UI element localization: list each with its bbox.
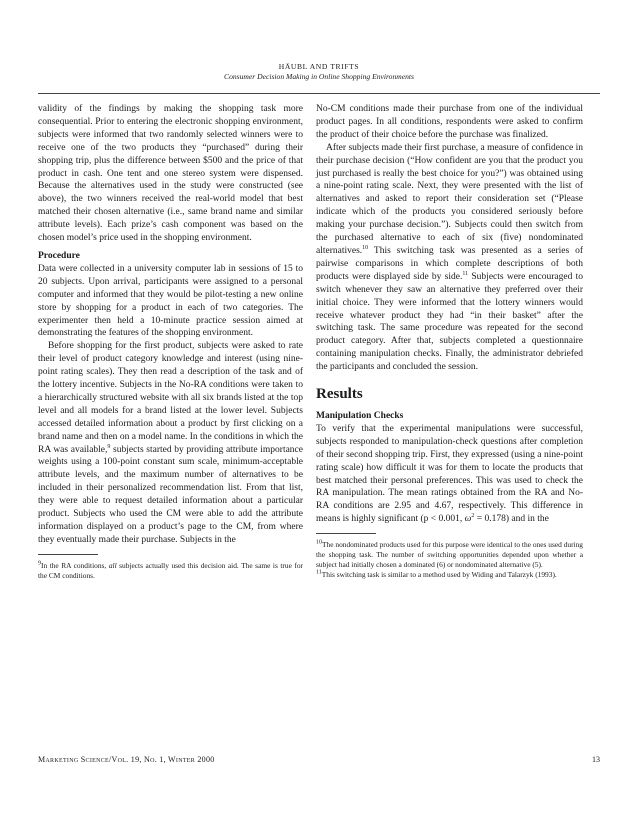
footnote-rule-left bbox=[38, 554, 98, 555]
left-paragraph-1: validity of the findings by making the shopping task more consequential. Prior to entering the electronic shopping environment, subjects were informed that two randomly selected winners were to receive one of the two products they “purchased” during their shopping trip, plus the difference between $500 and the price of that product in cash. One tent and one stereo system were dispensed. Because the alternatives used in the study were constructed (see above), the two winners received the real-world model that best matched their chosen alternative (i.e., same brand name and similar attribute levels). Each prize’s cash component was based on the chosen model’s price used in the shopping environment. bbox=[38, 104, 303, 244]
left-p3-text-a: Before shopping for the first product, subjects were asked to rate their level of product category knowledge and interest (using nine-point rating scales). They then read a description of the task and of the lottery incentive. Subjects in the No-RA conditions were taken to a hierarchically structured website with all six brands listed at the top level and all models for a brand listed at the lower level. Subjects accessed detailed information about a product by first clicking on a brand name and then on a model name. In the conditions in which the RA was available, bbox=[38, 341, 303, 455]
footnote-ref-10: 10 bbox=[362, 244, 369, 251]
procedure-heading: Procedure bbox=[38, 250, 80, 261]
footnote-11 bbox=[316, 570, 583, 580]
right-p3-text-a: To verify that the experimental manipulations were successful, subjects responded to manipulation-check questions after completion of their second shopping trip. First, they expressed (using a nine-point rating scale) how difficult it was for them to locate the products that best matched their personal preferences. This was used to check the RA manipulation. The mean ratings obtained from the RA and No-RA conditions are 2.95 and 4.67, respectively. This difference in means is highly significant (p < 0.001, bbox=[316, 423, 583, 525]
right-p3-text-b: = 0.178) and in the bbox=[474, 514, 549, 525]
right-p2-text-a: After subjects made their first purchase, a measure of confidence in their purchase decision (“How confident are you that the product you just purchased is really the best choice for you?”) was obtained using a nine-point rating scale. Next, they were presented with the list of alternatives and asked to report their consideration set (“Please indicate which of the products you considered seriously before making your purchase decision.”). Subjects could then switch from the purchased alternative to each of six (five) nondominated alternatives. bbox=[316, 142, 583, 256]
right-p2-text-c: Subjects were encouraged to switch whenever they saw an alternative they preferred over their initial choice. They were informed that the lottery winners would receive whatever product they had “in their basket” after the switching task. The same procedure was repeated for the second product category. After that, subjects completed a questionnaire containing manipulation checks. Finally, the administrator debriefed the participants and concluded the session. bbox=[316, 271, 583, 373]
left-column bbox=[38, 103, 303, 581]
footnote-11-text: This switching task is similar to a method used by Widing and Talarzyk (1993). bbox=[321, 570, 557, 580]
footnote-9-text-a: In the RA conditions, bbox=[41, 560, 109, 570]
omega-squared: 2 bbox=[471, 513, 475, 520]
right-column bbox=[316, 103, 583, 580]
footnote-10-number: 10 bbox=[316, 539, 322, 546]
footnote-10-text: The nondominated products used for this purpose were identical to the ones used during the shopping task. The number of switching opportunities depended upon whether a subject had initially chosen a dominated (6) or nondominated alternative (5). bbox=[316, 540, 583, 570]
footnote-ref-9: 9 bbox=[107, 443, 111, 450]
footnote-rule-right bbox=[316, 533, 376, 534]
omega-symbol: ω bbox=[464, 514, 472, 525]
header-running-title: Consumer Decision Making in Online Shopping Environments bbox=[224, 72, 414, 81]
left-p3-text-b: subjects started by providing attribute importance weights using a 100-point constant sum scale, minimum-acceptable attribute levels, and the maximum number of alternatives to be included in their personalized recommendation list. From that list, they were able to request detailed information about a particular product. Subjects who used the CM were able to add the attribute information displayed on a product’s page to the CM, from where they eventually made their purchase. Subjects in the bbox=[38, 444, 303, 545]
right-paragraph-1: No-CM conditions made their purchase from one of the individual product pages. In all conditions, respondents were asked to confirm the product of their choice before the purchase was finalized. bbox=[316, 104, 583, 140]
right-p2-text-b: This switching task was presented as a series of pairwise comparisons in which complete descriptions of both products were displayed side by side. bbox=[316, 245, 583, 282]
footnote-11-number: 11 bbox=[316, 569, 322, 576]
footnote-9-emphasis: all bbox=[108, 560, 117, 570]
left-paragraph-2: Data were collected in a university computer lab in sessions of 15 to 20 subjects. Upon arrival, participants were assigned to a personal computer and informed that they would be pilot-testing a new online store by shopping for a product in each of two categories. The experimenter then held a 10-minute practice session aimed at demonstrating the features of the shopping environment. bbox=[38, 263, 303, 339]
results-heading: Results bbox=[316, 386, 363, 403]
header-authors: HÄUBL AND TRIFTS bbox=[278, 62, 360, 71]
footer-journal: Marketing Science/Vol. 19, No. 1, Winter 2000 bbox=[38, 755, 215, 764]
footnote-10 bbox=[316, 540, 583, 570]
footnote-9-text-b: subjects actually used this decision aid. The same is true for the CM conditions. bbox=[38, 560, 304, 580]
right-paragraph-2 bbox=[316, 142, 583, 374]
footnote-9 bbox=[38, 561, 303, 581]
right-paragraph-3 bbox=[316, 423, 583, 526]
header-rule bbox=[38, 93, 600, 94]
page-number: 13 bbox=[592, 755, 600, 764]
running-header bbox=[0, 62, 638, 82]
left-paragraph-3 bbox=[38, 340, 303, 547]
footnote-9-number: 9 bbox=[38, 560, 41, 567]
footnote-ref-11: 11 bbox=[462, 270, 469, 277]
page-footer bbox=[38, 755, 600, 764]
manipulation-checks-heading: Manipulation Checks bbox=[316, 411, 404, 422]
